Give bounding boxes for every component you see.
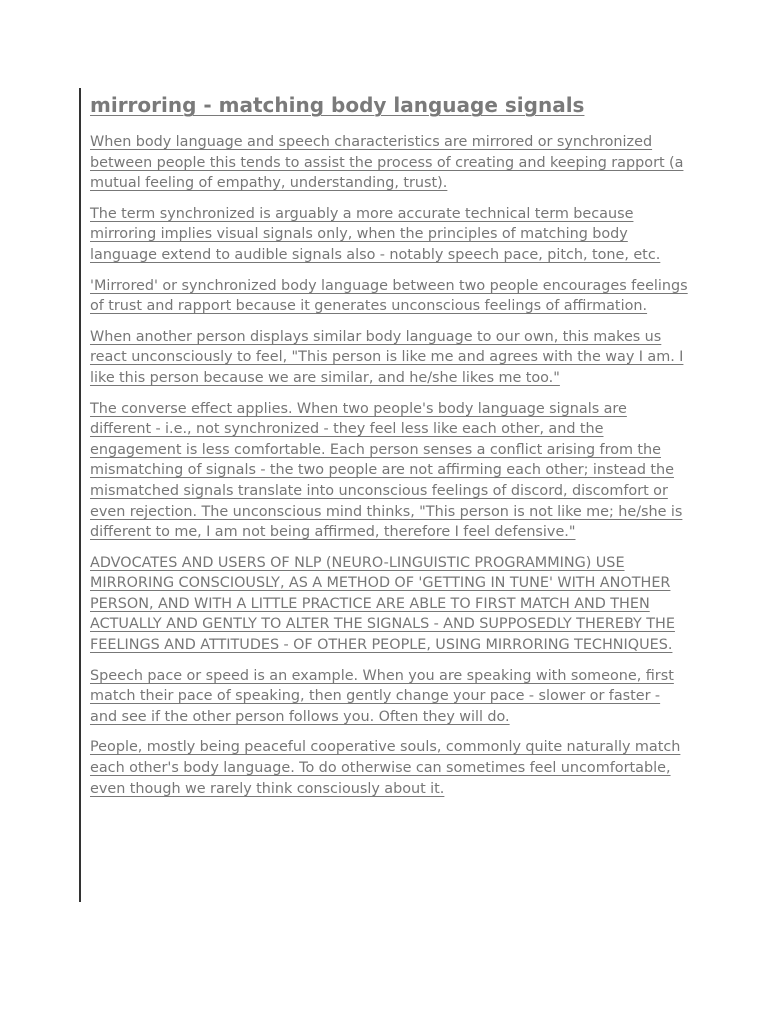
paragraph-rapport[interactable]: When body language and speech characteristics are mirrored or synchronized between people this tends to assist the process of creating and keeping rapport (a mutual feeling of empathy, understanding, trust). [90,134,684,192]
paragraph-natural-matching[interactable]: People, mostly being peaceful cooperative souls, commonly quite naturally match each other's body language. To do otherwise can sometimes feel uncomfortable, even though we rarely think consciously about it. [90,739,681,797]
paragraph-converse-effect[interactable]: The converse effect applies. When two people's body language signals are different - i.e., not synchronized - they feel less like each other, and the engagement is less comfortable. Each person senses a conflict arising from the mismatching of signals - the two people are not affirming each other; instead the mismatched signals translate into unconscious feelings of discord, discomfort or even rejection. The unconscious mind thinks, "This person is not like me; he/she is different to me, I am not being affirmed, therefore I feel defensive." [90,400,683,541]
left-margin-rule [79,88,81,902]
paragraph-speech-pace[interactable]: Speech pace or speed is an example. When you are speaking with someone, first match their pace of speaking, then gently change your pace - slower or faster - and see if the other person follows you. Often they will do. [90,667,674,725]
paragraph-nlp-advocates[interactable]: ADVOCATES AND USERS OF NLP (NEURO-LINGUISTIC PROGRAMMING) USE MIRRORING CONSCIOUSLY, AS A METHOD OF 'GETTING IN TUNE' WITH ANOTHER PERSON, AND WITH A LITTLE PRACTICE ARE ABLE TO FIRST MATCH AND THEN ACTUALLY AND GENTLY TO ALTER THE SIGNALS - AND SUPPOSEDLY THEREBY THE FEELINGS AND ATTITUDES - OF OTHER PEOPLE, USING MIRRORING TECHNIQUES. [90,554,675,654]
paragraph-trust-affirmation[interactable]: 'Mirrored' or synchronized body language between two people encourages feelings of trust and rapport because it generates unconscious feelings of affirmation. [90,277,688,315]
document-body [90,90,690,809]
document-title[interactable]: mirroring - matching body language signals [90,93,585,117]
paragraph-synchronized-term[interactable]: The term synchronized is arguably a more accurate technical term because mirroring implies visual signals only, when the principles of matching body language extend to audible signals also - notably speech pace, pitch, tone, etc. [90,205,661,263]
paragraph-similar-body-language[interactable]: When another person displays similar body language to our own, this makes us react unconsciously to feel, "This person is like me and agrees with the way I am. I like this person because we are similar, and he/she likes me too." [90,328,684,386]
